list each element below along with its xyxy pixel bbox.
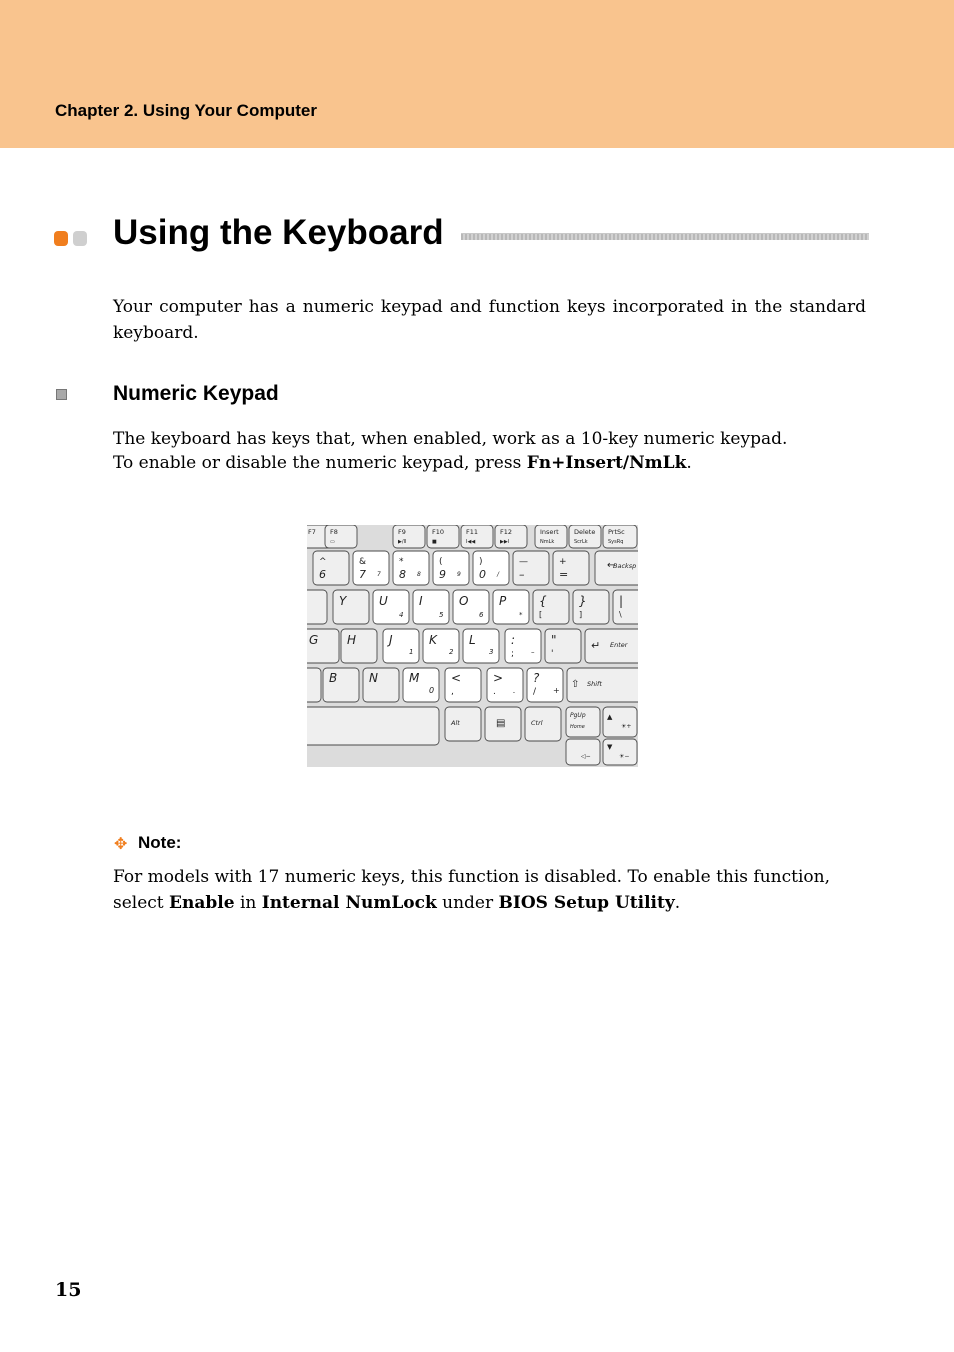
row4-key-label: <: [451, 671, 462, 685]
number-key-numpad-label: 8: [417, 571, 421, 578]
note-bold-enable: Enable: [169, 893, 235, 913]
backspace-arrow-icon: ←: [607, 560, 616, 571]
row2-key-numpad-label: 4: [399, 611, 404, 619]
number-key-numpad-label: 9: [457, 571, 461, 578]
ctrl-label: Ctrl: [531, 719, 543, 727]
brightness-down-icon: ☀−: [619, 753, 630, 760]
number-key-label: 0: [479, 568, 486, 581]
row3-key-label: ": [551, 633, 557, 647]
shift-label: Shift: [587, 680, 602, 688]
note-bold-bios: BIOS Setup Utility: [498, 893, 675, 913]
row3-key-numpad-label: –: [531, 648, 535, 656]
row3-key-label: L: [469, 633, 476, 647]
row4-key-sublabel: ,: [451, 687, 454, 697]
fn-key-label: F12: [500, 528, 513, 536]
row3-key-numpad-label: 3: [489, 648, 494, 656]
row4-key-numpad-label: 0: [429, 686, 435, 695]
keyboard-figure: [307, 525, 638, 767]
chapter-header-band: [0, 0, 954, 148]
fn-key-label: F10: [432, 528, 445, 536]
row4-key-label: B: [329, 671, 338, 685]
shift-arrow-icon: ⇧: [571, 679, 580, 690]
backspace-label: Backsp: [613, 562, 637, 570]
keypad-line-2-prefix: To enable or disable the numeric keypad, press: [113, 453, 527, 473]
row3-key-label: J: [389, 633, 393, 647]
page-title: Using the Keyboard: [113, 213, 444, 252]
fn-key-label: Delete: [574, 528, 596, 536]
row2-key-sublabel: [: [539, 610, 543, 619]
up-arrow-icon: ▲: [607, 713, 613, 721]
row4-key-label: M: [409, 671, 420, 685]
fn-key-sublabel: ▶▶I: [500, 539, 510, 545]
row2-key-label: Y: [339, 594, 347, 608]
fn-key-label: F8: [330, 528, 338, 536]
row4-left-key: [307, 668, 321, 702]
note-body: [113, 864, 866, 916]
row2-key-7: [613, 590, 638, 624]
fn-key-sublabel: SysRq: [608, 539, 624, 545]
row4-key-sublabel: .: [493, 687, 496, 697]
row4-key-label: ?: [533, 671, 540, 685]
row3-key-numpad-label: 1: [409, 648, 414, 656]
number-key-label: 7: [359, 568, 366, 581]
enter-arrow-icon: ↵: [591, 639, 601, 652]
row4-key-label: N: [369, 671, 378, 685]
keypad-line-1: The keyboard has keys that, when enabled, work as a 10-key numeric keypad.: [113, 429, 788, 449]
brightness-up-icon: ☀+: [621, 723, 632, 730]
row2-key-numpad-label: 6: [479, 611, 484, 619]
number-key-top-label: —: [519, 557, 528, 567]
row3-key-numpad-label: 2: [449, 648, 454, 656]
alt-label: Alt: [451, 719, 460, 727]
number-key-numpad-label: /: [497, 571, 500, 578]
row4-key-label: >: [493, 671, 504, 685]
keypad-paragraph: [113, 427, 866, 475]
intro-paragraph: Your computer has a numeric keypad and function keys incorporated in the standard keyboard.: [113, 297, 866, 343]
note-icon: ✥: [114, 834, 128, 853]
row3-key-label: G: [309, 633, 319, 647]
note-text-3: under: [436, 893, 499, 913]
fn-key-label: F7: [308, 528, 316, 536]
fn-key-label: F9: [398, 528, 406, 536]
down-arrow-icon: ▼: [607, 743, 613, 751]
note-text-1: For models with 17 numeric keys, this function is disabled. To enable this function, select: [113, 867, 830, 913]
title-rule: [461, 233, 869, 240]
row4-key-numpad-label: +: [553, 686, 560, 695]
home-label: Home: [570, 724, 585, 730]
fn-key-sublabel: ScrLk: [574, 539, 588, 545]
section-heading: Numeric Keypad: [113, 382, 279, 405]
chapter-title: Chapter 2. Using Your Computer: [55, 101, 317, 120]
row2-key-label: |: [619, 594, 624, 608]
row2-key-label: I: [419, 594, 423, 608]
row2-key-label: U: [379, 594, 388, 608]
fn-key-sublabel: I◀◀: [466, 539, 476, 545]
row2-key-label: P: [499, 594, 507, 608]
keypad-shortcut: Fn+Insert/NmLk: [526, 453, 687, 473]
row3-key-sublabel: ;: [511, 649, 515, 659]
number-key-top-label: ^: [319, 557, 327, 567]
volume-down-icon: ◁−: [581, 753, 591, 760]
spacebar-key: [307, 707, 439, 745]
number-key-label: =: [559, 568, 569, 581]
gray-dot-icon: [73, 231, 87, 246]
number-key-numpad-label: 7: [377, 571, 381, 578]
fn-key-sublabel: NmLk: [540, 539, 555, 545]
row2-left-key: [307, 590, 327, 624]
number-key-top-label: *: [399, 557, 404, 567]
menu-icon: ▤: [496, 718, 506, 729]
fn-key-sublabel: ▶/II: [398, 539, 407, 545]
row2-key-label: {: [539, 594, 547, 608]
row3-key-label: H: [347, 633, 357, 647]
keypad-line-2-suffix: .: [686, 453, 692, 473]
fn-key-label: Insert: [540, 528, 559, 536]
row2-key-label: O: [459, 594, 469, 608]
number-key-label: –: [519, 568, 525, 581]
number-key-top-label: (: [439, 557, 443, 567]
row2-key-numpad-label: *: [519, 611, 523, 619]
number-key-top-label: &: [359, 557, 367, 567]
orange-dot-icon: [54, 231, 68, 246]
page-number: 15: [55, 1279, 82, 1301]
number-key-label: 6: [319, 568, 326, 581]
row2-key-sublabel: ]: [579, 610, 583, 619]
row4-key-numpad-label: .: [513, 686, 516, 695]
row3-key-label: K: [429, 633, 437, 647]
note-text-2: in: [234, 893, 262, 913]
number-key-label: 8: [399, 568, 406, 581]
up-key: [603, 707, 637, 737]
row4-key-sublabel: /: [533, 687, 537, 697]
fn-key-sublabel: ▭: [330, 539, 335, 545]
note-bold-internal-numlock: Internal NumLock: [261, 893, 437, 913]
row2-key-label: }: [579, 594, 587, 608]
volume-key: [566, 739, 600, 765]
row3-key-label: :: [511, 633, 516, 647]
square-bullet-icon: [56, 389, 67, 400]
row3-key-sublabel: ': [551, 649, 554, 659]
row2-key-numpad-label: 5: [439, 611, 444, 619]
note-label: Note:: [138, 833, 182, 852]
fn-key-label: PrtSc: [608, 528, 625, 536]
keypad-line-2: [113, 451, 866, 475]
number-key-label: 9: [439, 568, 446, 581]
note-text-4: .: [674, 893, 681, 913]
row2-key-sublabel: \: [619, 610, 622, 619]
pgup-label: PgUp: [570, 712, 586, 719]
fn-key-sublabel: ■: [432, 539, 437, 545]
number-key-top-label: ): [479, 557, 483, 567]
enter-label: Enter: [610, 641, 628, 649]
fn-key-label: F11: [466, 528, 479, 536]
number-key-top-label: +: [559, 557, 567, 567]
